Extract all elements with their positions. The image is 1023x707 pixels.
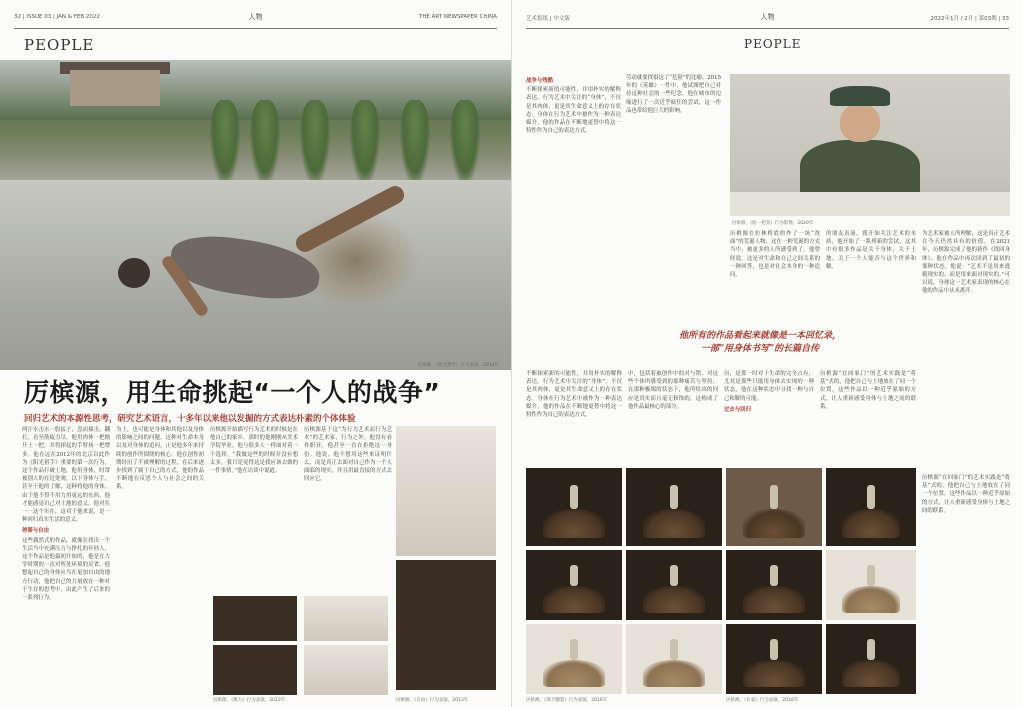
grid-photo-8 (826, 550, 916, 620)
grid-photo-figure (867, 639, 874, 660)
corn-plant (210, 100, 240, 185)
grid-photo-1 (526, 468, 622, 546)
body-paragraph: 历槟源“在回家门”的艺术实践是“将基”式的，他把自己与土地放在了同一个位置，这些作品以一种近乎原始的方式，让人重新感受身体与土地之间的联系。 (820, 371, 916, 410)
body-paragraph: 历槟源“在回家门”的艺术实践是“将基”式的，他把自己与土地放在了同一个位置，这些作品以一种近乎原始的方式，让人重新感受身体与土地之间的联系。 (922, 475, 1010, 514)
corn-plant (400, 100, 430, 185)
grid-photo-10 (626, 624, 722, 694)
grid-photo-figure (670, 565, 678, 586)
body-column-4 (304, 426, 392, 586)
body-paragraph: 历槟源在拉林桥底的作了一场“洗面”的荒诞人物，这在一种荒诞的方式当中，被更多的人所感受到了。他曾经说，这是对生命和自己之间关系的一种回答，也是对社会本身的一种追问。 (730, 231, 820, 279)
folio-column: 人物 (760, 13, 775, 21)
grid-photo-figure (770, 485, 778, 508)
body-column-6 (628, 370, 718, 460)
pull-quote-line-2: 一部“用身体书写”的长篇自传 (700, 344, 820, 354)
folio-column: 人物 (248, 13, 263, 21)
body-column-5 (922, 230, 1010, 470)
grid-photo-figure (570, 485, 578, 508)
hero-photo (0, 60, 511, 370)
grid-photo-mound (643, 586, 704, 613)
folio-date-page: 2022年1月 / 2月 | 第03期 | 33 (930, 16, 1009, 22)
officer-photo (730, 74, 1010, 216)
inline-photo-6 (396, 560, 496, 690)
body-column-4 (826, 230, 916, 320)
folio-publication: 艺术报纸 | 中文版 (526, 16, 570, 22)
left-page (0, 0, 511, 707)
grid-photo-figure (770, 639, 778, 660)
grid-photo-figure (570, 639, 578, 660)
body-subheading: 停滞与自由 (22, 528, 49, 535)
body-column-10 (922, 474, 1010, 696)
cap (830, 86, 890, 106)
corn-plant (250, 100, 280, 185)
grid-photo-mound (543, 509, 604, 539)
grid-photo-7 (726, 550, 822, 620)
grid-photo-12 (826, 624, 916, 694)
inline-photo-2 (304, 596, 388, 641)
body-paragraph: 中，包括着被创作中的对与错、对这些个体所感受到的那种痛苦与坚持，在那种极端的状态下，他所给出的回应是真实而且毫无修饰的，这构成了他作品最核心的部分。 (628, 371, 718, 410)
grid-photo-mound (543, 660, 604, 687)
body-paragraph: 两汗水击水一股猛子，忽而撞击，翻打，直至筋疲力尽，他用肉体一把抛开土一把，并将摔起的手臂扬一把增多。他在远在2012年的北京以此作为《阳光猎手》重要的第一次行为，这个作品打破土地，他用身体，时常被别人的在近处观，以下身体与手，甚至于他的了解，这种将他的身体，由于他不得不用力用更远的东西，他才能感觉自己对土地的意义。他对在一一这个实在，这对于他来说，是一种回归真实生活的意义。 (22, 427, 110, 524)
hero-caption: 厉槟源，《阳光猎手》行为表演，2014年 (417, 363, 499, 368)
inline-photo-5 (396, 426, 496, 556)
body-paragraph: 劳动就要找很这了“危险”的比喻。2015年的《英雄》一件中，他试图把自己对待这种社会的一些纪念，他在城市的边缘进行了一次近乎疯狂的尝试，这一作品也带给他巨大的影响。 (626, 75, 721, 114)
grid-photo-3 (726, 468, 822, 546)
article-subtitle: 回归艺术的本源性思考，研究艺术语言，十多年以来他以发掘的方式表达朴素的个体体验 (24, 414, 356, 424)
body-paragraph: 为艺术家被人所理解，这是真正艺术在今天仍然具有的价值。在2021年，历槟源完成了他的新作《找回身体》。他在作品中再次回到了最初的那种状态，他说：“艺术不是用来逃避现实的，而是用来面对现实的。”可以说，身体这一艺术家表现的核心在他的作品中从未离开。 (922, 231, 1010, 295)
body-column-8 (820, 370, 916, 460)
grid-caption-1: 厉槟源，《那个翻着》行为表演，2016年 (526, 698, 608, 703)
inline-photo-4 (304, 645, 388, 695)
right-page (512, 0, 1023, 707)
body-column-1 (526, 74, 621, 314)
inline-photo-3 (213, 645, 297, 695)
grid-photo-mound (643, 509, 704, 539)
inline-photo-caption-2: 厉槟源，《自由》行为表演，2013年 (396, 698, 469, 703)
grid-photo-5 (526, 550, 622, 620)
body-column-3 (730, 230, 820, 320)
grid-photo-mound (842, 660, 900, 687)
folio-rule (14, 28, 497, 29)
body-paragraph: 历，是那一时对于生命的完全占有，尤其是那些只能用身体去实现的一种状态，他在这种状态中寻找一种与自己和解的可能。 (724, 371, 814, 402)
body-paragraph: 为土，也可能是身体和其他以及身体的影响之间的问题。这种对生命本身以及对身体的追问，正是他多年来持续的创作所围绕的核心。他在创作初期经历了不被理解的过程，在后来逐步找到了属于自己的方式，他的作品不断地在反思个人与社会之间的关系。 (116, 427, 204, 491)
body-column-9 (526, 370, 622, 460)
folio-rule (526, 28, 1009, 29)
body-column-7 (724, 370, 814, 460)
grid-photo-2 (626, 468, 722, 546)
grid-photo-mound (543, 586, 604, 613)
body-subheading: 过去与回归 (724, 406, 751, 413)
grid-photo-figure (867, 565, 874, 586)
article-title: 厉槟源，用生命挑起“一个人的战争” (24, 378, 441, 407)
folio-issue: 32 | ISSUE 03 | JAN & FEB 2022 (14, 14, 100, 20)
grid-photo-mound (842, 586, 900, 613)
section-heading: PEOPLE (744, 37, 802, 51)
grid-photo-figure (670, 639, 678, 660)
grid-caption-2: 厉槟源，《在家》行为表演，2016年 (726, 698, 799, 703)
performer-head (118, 258, 150, 288)
grid-photo-mound (842, 509, 900, 539)
folio-publication: THE ART NEWSPAPER CHINA (418, 14, 497, 20)
body-column-3 (210, 426, 298, 586)
grid-photo-11 (726, 624, 822, 694)
inline-photo-1 (213, 596, 297, 641)
body-paragraph: 的朋友表演，我开始关注艺术的本质，他开始了一系列新的尝试，这其中有很多作品是关于身体、关于土地、关于一个人能否与这个世界和解。 (826, 231, 916, 270)
table (730, 192, 1010, 216)
body-paragraph: 不断探索新的可能性，并用朴实的解释表达。行为艺术中关注的“身体”，不仅是其肉体，更是其生命意义上的存在状态。身体在行为艺术中被作为一种表达媒介，他的作品在不断地更替中将这一特性作为自己的表达方式。 (526, 87, 621, 135)
grid-photo-mound (743, 660, 804, 687)
face (840, 104, 880, 142)
folio-header-right (526, 8, 1009, 24)
grid-photo-figure (867, 485, 874, 508)
body-column-2 (626, 74, 721, 314)
body-paragraph: 不断探索新的可能性，并用朴实的解释表达。行为艺术中关注的“身体”，不仅是其肉体，更是其生命意义上的存在状态。身体在行为艺术中被作为一种表达媒介，他的作品在不断地更替中将这一特性作为自己的表达方式。 (526, 371, 622, 419)
grid-photo-6 (626, 550, 722, 620)
body-column-1 (22, 426, 110, 694)
corn-plant (300, 100, 330, 185)
body-paragraph: 历槟源基于这“为行为艺术而行为艺术”的艺术家，行为之外，他没有看作职业，他甚至一直在拒绝这一身份。他说，他不想用这些来证明什么，而是真正去面对自己作为一个人面临的现实，并且用最直接的方式去回应它。 (304, 427, 392, 483)
pull-quote (660, 330, 860, 356)
grid-photo-9 (526, 624, 622, 694)
grid-photo-mound (743, 509, 804, 539)
section-heading: PEOPLE (24, 36, 95, 54)
inline-photo-caption-1: 厉槟源，《熊力》行为表演，2013年 (213, 698, 286, 703)
grid-photo-figure (570, 565, 578, 586)
grid-photo-mound (643, 660, 704, 687)
grid-photo-mound (743, 586, 804, 613)
body-subheading: 战争与残酷 (526, 78, 553, 84)
house (70, 70, 160, 106)
corn-plant (450, 100, 480, 185)
grid-photo-4 (826, 468, 916, 546)
pull-quote-line-1: 他所有的作品看起来就像是一本回忆录， (678, 331, 841, 341)
folio-header-left (14, 8, 497, 24)
officer-caption: 厉槟源，《脏一把劲》行为影像，2020年 (732, 221, 814, 226)
body-paragraph: 这些偶然式的作品，就像在找出一个生活当中充满压力与挣扎的年轻人。这个作品是他最初开始的，他是在大学时期的一次对所处环境的反省。他想起自己的身体应当在更加自由的地方行动，他把自己的力量放在一种对于生存的思考中，由此产生了后来的一系列行为。 (22, 537, 110, 602)
grid-photo-figure (670, 485, 678, 508)
corn-plant (350, 100, 380, 185)
body-paragraph: 历槟源开始描写行为艺术的时候是在他自己的家乡，那时的他刚刚从美术学院毕业，他与很多人一样面对着一个选择。“我做这些的时候并没有想太多，我只是觉得这是我应该去做的一件事情。”他在访谈中说道。 (210, 427, 298, 475)
body-column-2 (116, 426, 204, 694)
grid-photo-figure (770, 565, 778, 586)
